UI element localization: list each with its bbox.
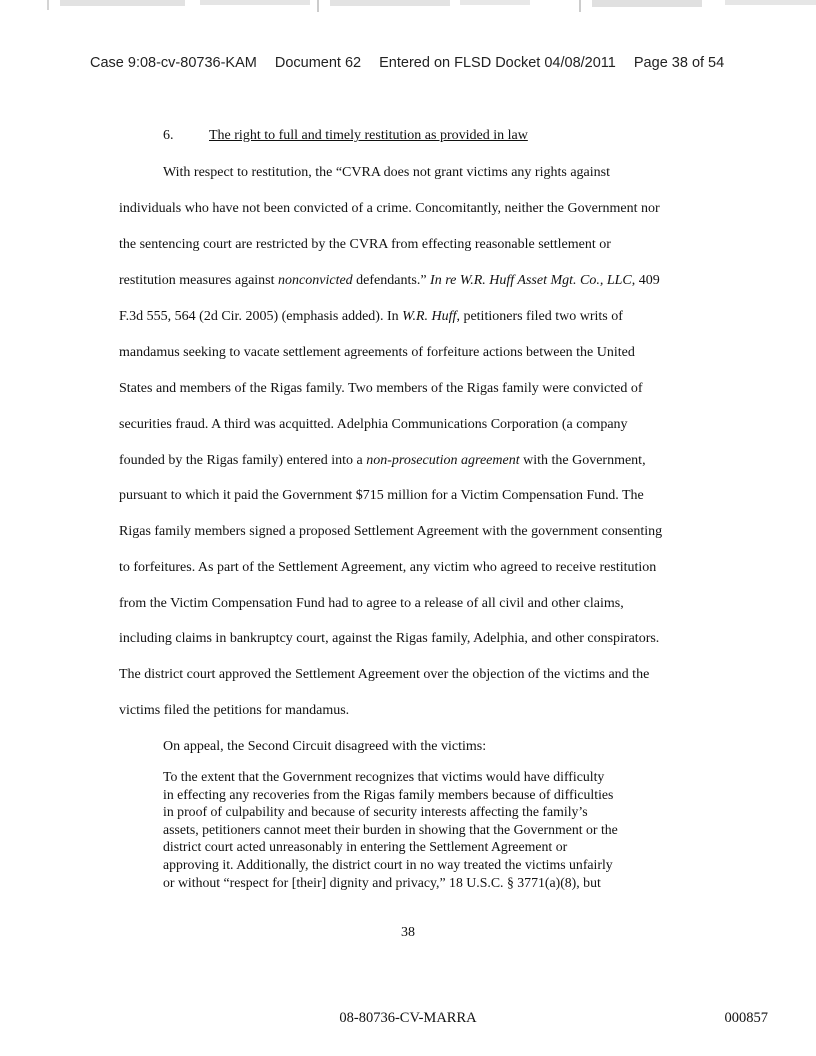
quote-line: To the extent that the Government recognizes that victims would have difficulty: [163, 769, 605, 784]
paragraph-line: individuals who have not been convicted of a crime. Concomitantly, neither the Government nor: [119, 201, 660, 216]
paragraph-line: The district court approved the Settlement Agreement over the objection of the victims and the: [119, 667, 650, 682]
text-run: , petitioners filed two writs of: [456, 309, 623, 324]
paragraph-line: Rigas family members signed a proposed Settlement Agreement with the government consenting: [119, 524, 663, 539]
header-document: Document 62: [274, 55, 362, 71]
paragraph-line: pursuant to which it paid the Government $715 million for a Victim Compensation Fund. The: [119, 488, 644, 503]
text-run-italic: nonconvicted: [278, 273, 353, 288]
case-citation: W.R. Huff: [402, 309, 457, 324]
paragraph-line: mandamus seeking to vacate settlement agreements of forfeiture actions between the United: [119, 345, 635, 360]
paragraph-line: securities fraud. A third was acquitted. Adelphia Communications Corporation (a company: [119, 417, 628, 432]
paragraph-line: including claims in bankruptcy court, against the Rigas family, Adelphia, and other conspirators.: [119, 631, 660, 646]
footer-bates-number: 000857: [724, 1010, 768, 1026]
text-run: with the Government,: [519, 453, 646, 468]
footer-case-number: 08-80736-CV-MARRA: [339, 1010, 477, 1026]
quote-line: in proof of culpability and because of security interests affecting the family’s: [163, 804, 588, 820]
header-entered: Entered on FLSD Docket 04/08/2011: [379, 55, 616, 71]
section-title: The right to full and timely restitution as provided in law: [209, 128, 528, 143]
paragraph-line: [119, 273, 660, 289]
header-page: Page 38 of 54: [633, 55, 725, 71]
paragraph-line: With respect to restitution, the “CVRA does not grant victims any rights against: [163, 165, 610, 180]
case-citation: In re W.R. Huff Asset Mgt. Co., LLC: [430, 273, 632, 288]
section-number: 6.: [163, 128, 174, 143]
quote-line: or without “respect for [their] dignity and privacy,” 18 U.S.C. § 3771(a)(8), but: [163, 874, 601, 890]
text-run: F.3d 555, 564 (2d Cir. 2005) (emphasis added). In: [119, 309, 403, 324]
quote-line: in effecting any recoveries from the Rigas family members because of difficulties: [163, 786, 614, 802]
quote-line: district court acted unreasonably in entering the Settlement Agreement or: [163, 839, 568, 855]
text-run: , 409: [631, 273, 660, 288]
text-run: restitution measures against: [119, 273, 279, 288]
text-run: founded by the Rigas family) entered into a: [119, 453, 367, 468]
paragraph-line: [119, 309, 623, 325]
text-run: defendants.”: [352, 273, 431, 288]
paragraph-line: States and members of the Rigas family. Two members of the Rigas family were convicted of: [119, 381, 643, 396]
quote-line: approving it. Additionally, the district court in no way treated the victims unfairly: [163, 856, 613, 872]
paragraph-appeal: On appeal, the Second Circuit disagreed with the victims:: [163, 739, 487, 754]
header-case: Case 9:08-cv-80736-KAM: [90, 55, 257, 71]
paragraph-line: the sentencing court are restricted by the CVRA from effecting reasonable settlement or: [119, 237, 611, 252]
section-heading: [163, 128, 528, 144]
text-run-italic: non-prosecution agreement: [366, 453, 520, 468]
block-quote: [163, 768, 708, 891]
quote-line: assets, petitioners cannot meet their burden in showing that the Government or the: [163, 821, 618, 837]
docket-header: [90, 55, 790, 71]
paragraph-line: victims filed the petitions for mandamus.: [119, 703, 350, 718]
paragraph-line: from the Victim Compensation Fund had to agree to a release of all civil and other claims,: [119, 596, 624, 611]
paragraph-line: [119, 453, 646, 469]
scan-artifact-strip: [0, 0, 816, 14]
page-number: 38: [401, 925, 415, 940]
paragraph-line: to forfeitures. As part of the Settlement Agreement, any victim who agreed to receive restitution: [119, 560, 657, 575]
